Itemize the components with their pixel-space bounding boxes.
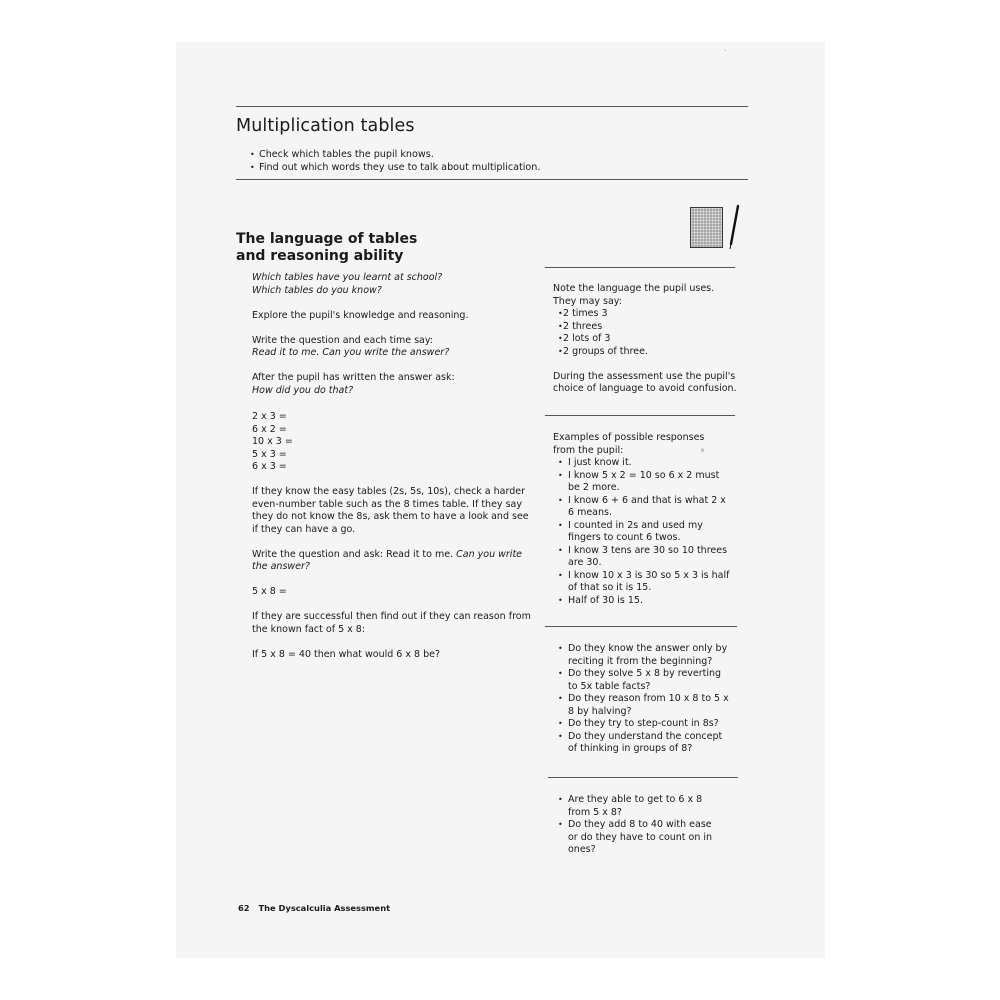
side-rule-4 <box>548 777 738 778</box>
language-note <box>553 283 737 396</box>
instruction-text: Write the question and ask: Read it to me. <box>252 548 454 560</box>
language-list <box>553 308 737 358</box>
pencil-icon <box>728 204 742 250</box>
responses-note <box>553 432 729 607</box>
question-block <box>252 272 542 297</box>
instruction-text: If they are successful then find out if they can reason from <box>252 611 531 622</box>
top-rule <box>236 106 748 107</box>
section-title-line2: and reasoning ability <box>236 248 404 264</box>
equation: 10 x 3 = <box>252 436 293 447</box>
side-rule-2 <box>545 415 735 416</box>
list-item: • 2 threes <box>553 321 737 334</box>
grid-paper-icon <box>690 207 724 249</box>
list-item: • I just know it. <box>553 457 729 470</box>
list-item: • I know 6 + 6 and that is what 2 x 6 means. <box>553 495 729 520</box>
document-page <box>176 42 825 958</box>
instruction-text: Explore the pupil's knowledge and reasoning. <box>252 309 469 321</box>
list-item: • 2 groups of three. <box>553 346 737 359</box>
list-item: • 2 lots of 3 <box>553 333 737 346</box>
responses-list <box>553 457 729 607</box>
instruction-text: they do not know the 8s, ask them to have a look and see <box>252 511 529 522</box>
objective-item: • Find out which words they use to talk about multiplication. <box>250 162 540 175</box>
list-item: • Half of 30 is 15. <box>553 595 729 608</box>
list-item: • I know 10 x 3 is 30 so 5 x 3 is half of that so it is 15. <box>553 570 729 595</box>
list-item: • Do they know the answer only by reciting it from the beginning? <box>553 643 729 668</box>
reasoning-questions <box>553 794 712 857</box>
instruction-block <box>252 549 542 574</box>
equation: 5 x 8 = <box>252 586 287 597</box>
book-title: The Dyscalculia Assessment <box>258 903 391 913</box>
prompt-text: Can you write <box>456 548 523 560</box>
instruction-text: if they can have a go. <box>252 523 356 535</box>
strategy-questions <box>553 643 729 756</box>
list-item: • Do they reason from 10 x 8 to 5 x 8 by halving? <box>553 693 729 718</box>
prompt-text: the answer? <box>252 561 310 572</box>
prompt-text: How did you do that? <box>252 384 354 396</box>
objective-item: • Check which tables the pupil knows. <box>250 149 540 162</box>
equation: 5 x 3 = <box>252 448 287 460</box>
equation-list <box>252 411 542 474</box>
note-text: from the pupil: <box>553 444 624 456</box>
section-title-line1: The language of tables <box>236 231 418 247</box>
note-text: Note the language the pupil uses. <box>553 283 715 294</box>
instruction-text: If they know the easy tables (2s, 5s, 10s), check a harder <box>252 486 526 497</box>
scan-mark: ª <box>701 448 704 455</box>
note-text: During the assessment use the pupil's <box>553 370 736 382</box>
section-title <box>236 231 417 265</box>
list-item: • Are they able to get to 6 x 8 from 5 x 8? <box>553 794 712 819</box>
instruction-block <box>252 611 542 636</box>
objectives-list <box>250 149 540 174</box>
prompt-text: Read it to me. Can you write the answer? <box>252 347 450 358</box>
question-text: Which tables have you learnt at school? <box>252 272 443 283</box>
list-item: • 2 times 3 <box>553 308 737 321</box>
equation: 6 x 2 = <box>252 423 287 435</box>
instruction-text: Write the question and each time say: <box>252 334 433 346</box>
instruction-text: even-number table such as the 8 times table. If they say <box>252 498 522 510</box>
list-item: • I know 5 x 2 = 10 so 6 x 2 must be 2 more. <box>553 470 729 495</box>
list-item: • Do they understand the concept of thinking in groups of 8? <box>553 731 729 756</box>
page-number: 62 <box>238 903 250 913</box>
side-rule-3 <box>545 626 737 627</box>
resources-illustration <box>690 204 742 252</box>
note-text: Examples of possible responses <box>553 432 705 443</box>
reasoning-list <box>553 794 712 857</box>
list-item: • Do they add 8 to 40 with ease or do they have to count on in ones? <box>553 819 712 857</box>
equation: 2 x 3 = <box>252 411 287 422</box>
side-rule-1 <box>545 267 735 268</box>
question-text: Which tables do you know? <box>252 284 382 296</box>
list-item: • I counted in 2s and used my fingers to count 6 twos. <box>553 520 729 545</box>
page-footer <box>238 903 390 913</box>
equation: 6 x 3 = <box>252 461 287 472</box>
instruction-block <box>252 372 542 397</box>
instruction-text: the known fact of 5 x 8: <box>252 623 366 635</box>
scan-mark: ˋ <box>724 50 727 57</box>
list-item: • Do they solve 5 x 8 by reverting to 5x table facts? <box>553 668 729 693</box>
instruction-block <box>252 335 542 360</box>
note-text: choice of language to avoid confusion. <box>553 383 737 394</box>
header-bottom-rule <box>236 179 748 180</box>
main-column <box>252 272 542 674</box>
instruction-text: After the pupil has written the answer ask: <box>252 372 455 383</box>
note-text: They may say: <box>553 295 622 307</box>
list-item: • I know 3 tens are 30 so 10 threes are 30. <box>553 545 729 570</box>
page-title: Multiplication tables <box>236 116 415 136</box>
strategy-list <box>553 643 729 756</box>
instruction-block <box>252 486 542 536</box>
reasoning-question: If 5 x 8 = 40 then what would 6 x 8 be? <box>252 648 440 660</box>
list-item: • Do they try to step-count in 8s? <box>553 718 729 731</box>
